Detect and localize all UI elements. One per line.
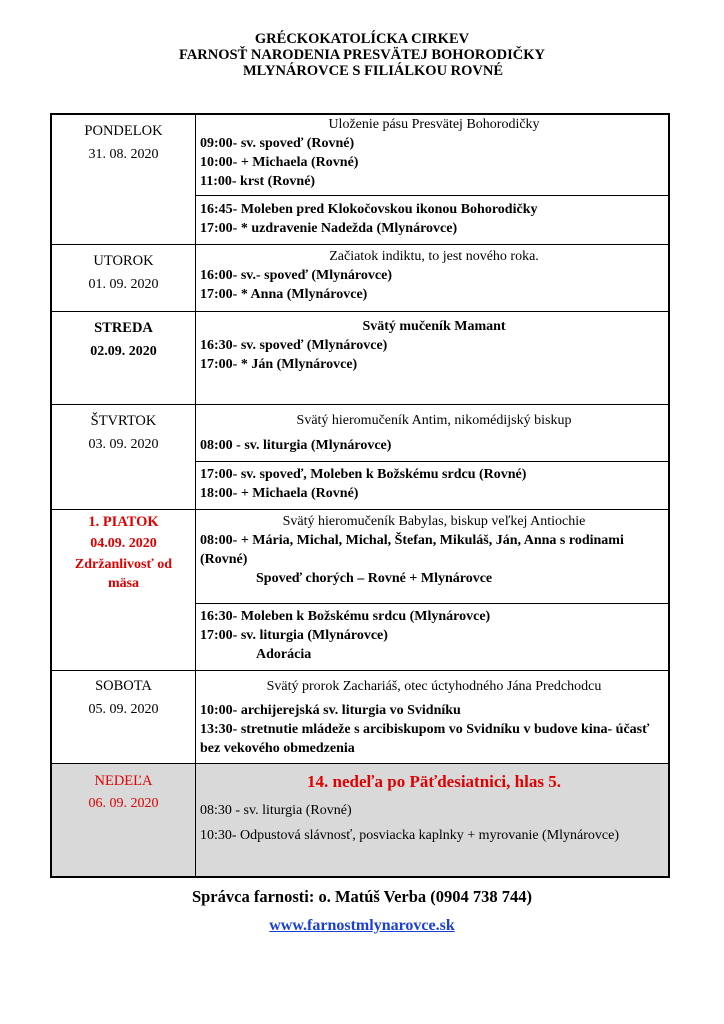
website-footer: [0, 917, 724, 935]
day-cell: [51, 114, 196, 245]
day-cell: [51, 405, 196, 510]
table-row: [51, 764, 669, 878]
feast-title: 14. nedeľa po Päťdesiatnici, hlas 5.: [307, 772, 561, 791]
event-line: 13:30- stretnutie mládeže s arcibiskupom vo Svidníku v budove kina- účasť bez vekového obmedzenia: [200, 722, 650, 756]
event-line: 17:00- sv. spoveď, Moleben k Božskému srdcu (Rovné): [200, 467, 527, 482]
header-location: MLYNÁROVCE S FILIÁLKOU ROVNÉ: [242, 63, 504, 79]
event-line: 17:00- sv. liturgia (Mlynárovce): [200, 628, 388, 644]
table-row: [51, 245, 669, 312]
day-name: ŠTVRTOK: [90, 413, 157, 429]
parish-administrator: Správca farnosti: o. Matúš Verba (0904 738 744): [191, 887, 533, 906]
event-cell: [196, 114, 670, 196]
event-line: 17:00- * Ján (Mlynárovce): [200, 357, 358, 372]
event-line: 10:30- Odpustová slávnosť, posviacka kaplnky + myrovanie (Mlynárovce): [200, 828, 620, 843]
event-line: 09:00- sv. spoveď (Rovné): [200, 136, 355, 151]
event-cell: [196, 604, 670, 671]
event-cell: [196, 405, 670, 462]
event-line: 16:45- Moleben pred Klokočovskou ikonou Bohorodičky: [200, 202, 538, 217]
header-parish: FARNOSŤ NARODENIA PRESVÄTEJ BOHORODIČKY: [179, 47, 545, 63]
day-date: 06. 09. 2020: [88, 796, 159, 811]
event-cell: [196, 510, 670, 604]
day-name: UTOROK: [93, 253, 154, 269]
website-link[interactable]: www.farnostmlynarovce.sk: [269, 917, 455, 934]
day-name: NEDEĽA: [94, 773, 153, 789]
event-line: 17:00- * Anna (Mlynárovce): [200, 287, 368, 302]
event-line: 11:00- krst (Rovné): [200, 174, 316, 189]
header-church: GRÉCKOKATOLÍCKA CIRKEV: [254, 31, 470, 47]
table-row: [51, 312, 669, 405]
feast-title: Svätý hieromučeník Antim, nikomédijský biskup: [296, 413, 572, 428]
day-name: SOBOTA: [95, 678, 152, 694]
table-row: [51, 405, 669, 462]
event-line: 08:00 - sv. liturgia (Mlynárovce): [200, 438, 392, 453]
event-cell: [196, 245, 670, 312]
event-line: Adorácia: [256, 647, 312, 663]
feast-title: Začiatok indiktu, to jest nového roka.: [329, 249, 539, 264]
event-line: 16:00- sv.- spoveď (Mlynárovce): [200, 268, 392, 283]
feast-title: Svätý hieromučeník Babylas, biskup veľkej Antiochie: [282, 514, 586, 529]
event-cell: [196, 312, 670, 405]
day-cell: [51, 671, 196, 764]
day-date: 02.09. 2020: [90, 344, 157, 359]
feast-title: Uloženie pásu Presvätej Bohorodičky: [328, 117, 540, 132]
day-name: 1. PIATOK: [88, 514, 159, 530]
feast-title: Svätý prorok Zachariáš, otec úctyhodného Jána Predchodcu: [266, 679, 602, 694]
weekly-schedule-table: [50, 113, 670, 878]
day-date: 31. 08. 2020: [88, 147, 159, 162]
event-line: 17:00- * uzdravenie Nadežda (Mlynárovce): [200, 221, 458, 236]
event-cell: [196, 764, 670, 878]
event-line: 08:00- + Mária, Michal, Michal, Štefan, Mikuláš, Ján, Anna s rodinami (Rovné): [200, 533, 624, 567]
event-line: 08:30 - sv. liturgia (Rovné): [200, 803, 352, 818]
event-line: 10:00- archijerejská sv. liturgia vo Svidníku: [200, 703, 461, 718]
day-date: 03. 09. 2020: [88, 437, 159, 452]
day-name: PONDELOK: [84, 123, 163, 139]
fasting-note: Zdržanlivosť od mäsa: [74, 557, 173, 591]
day-date: 01. 09. 2020: [88, 277, 159, 292]
event-line: 10:00- + Michaela (Rovné): [200, 155, 359, 170]
day-cell: [51, 764, 196, 878]
table-row: [51, 510, 669, 604]
day-date: 05. 09. 2020: [88, 702, 159, 717]
day-name: STREDA: [94, 320, 153, 336]
day-date: 04.09. 2020: [90, 536, 157, 551]
table-row: [51, 671, 669, 764]
table-row: [51, 114, 669, 196]
event-line: 16:30- Moleben k Božskému srdcu (Mlynárovce): [200, 609, 491, 625]
feast-title: Svätý mučeník Mamant: [362, 319, 506, 334]
day-cell: [51, 312, 196, 405]
day-cell: [51, 245, 196, 312]
event-line: 16:30- sv. spoveď (Mlynárovce): [200, 338, 388, 353]
event-cell: [196, 462, 670, 510]
event-cell: [196, 196, 670, 245]
day-cell: [51, 510, 196, 671]
event-line: Spoveď chorých – Rovné + Mlynárovce: [256, 571, 493, 586]
event-cell: [196, 671, 670, 764]
event-line: 18:00- + Michaela (Rovné): [200, 486, 359, 501]
